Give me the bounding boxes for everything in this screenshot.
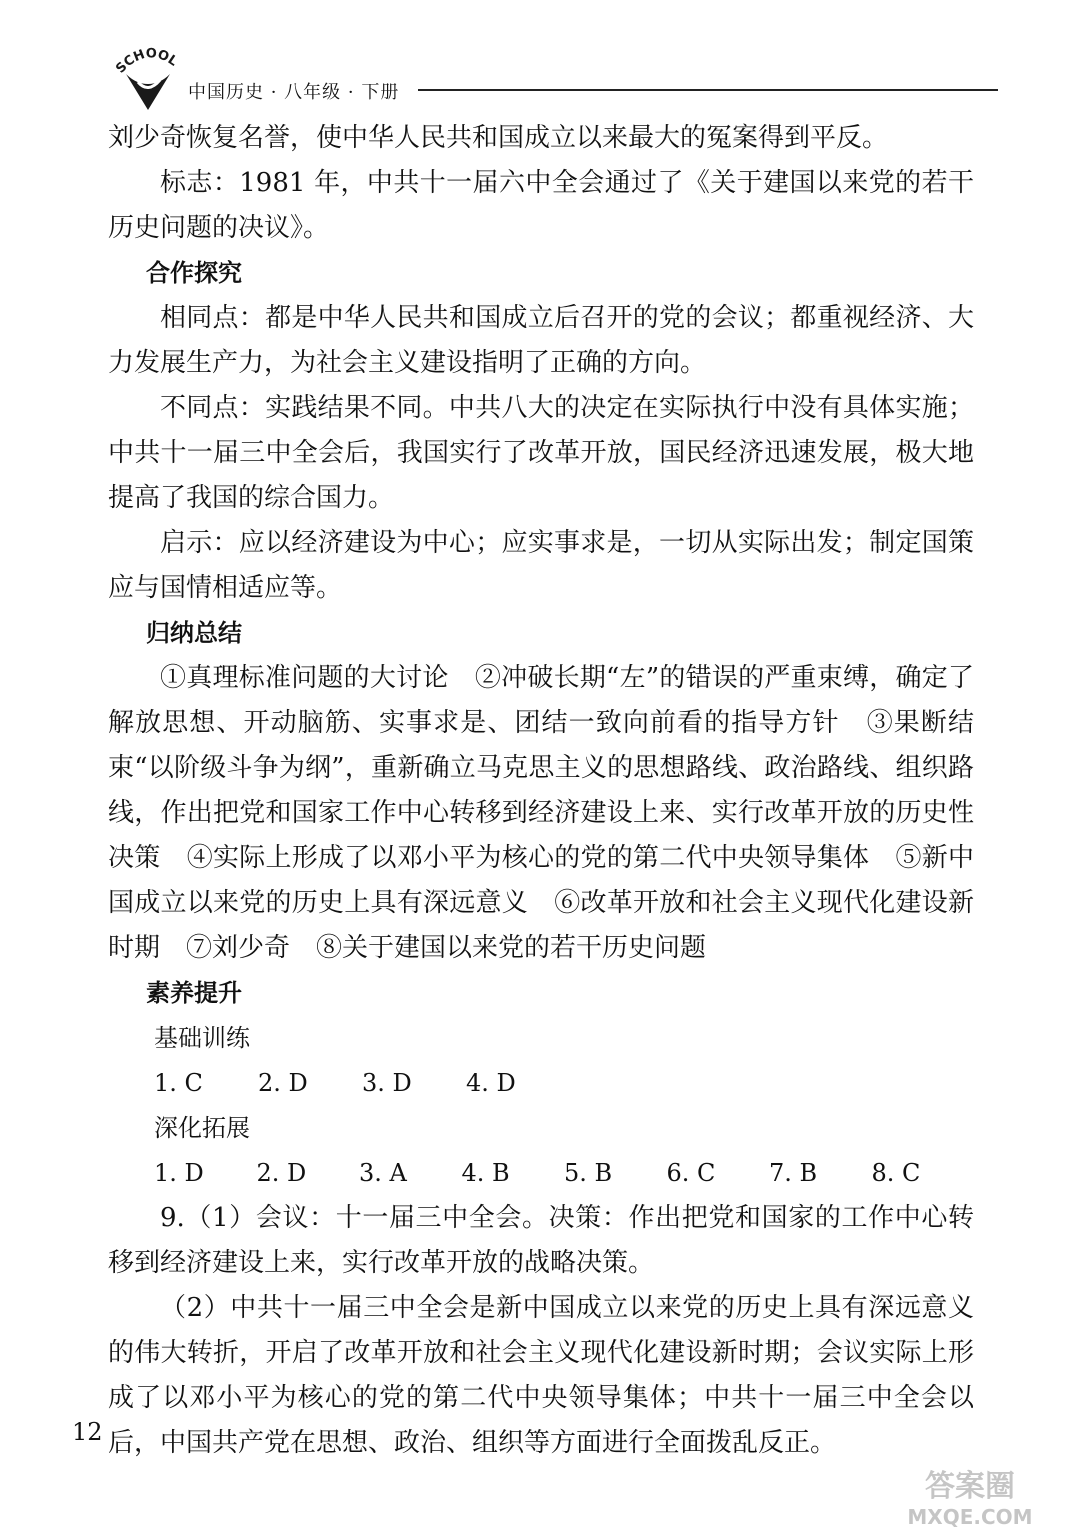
- answer-item: 4. B: [461, 1159, 510, 1187]
- answer-item: 1. D: [154, 1159, 204, 1187]
- paragraph-differences: 不同点：实践结果不同。中共八大的决定在实际执行中没有具体实施；中共十一届三中全会后，我国实行了改革开放，国民经济迅速发展，极大地提高了我国的综合国力。: [108, 393, 974, 513]
- deep-answers: [108, 1151, 974, 1196]
- watermark-logo: [880, 1462, 1060, 1532]
- book-title: 中国历史 · 八年级 · 下册: [188, 82, 400, 103]
- logo-text: SCHOOL: [113, 46, 181, 77]
- header-rule: [418, 89, 998, 91]
- answer-item: 3. D: [362, 1069, 412, 1097]
- answer-item: 8. C: [871, 1159, 921, 1187]
- paragraph-rehabilitation: 刘少奇恢复名誉，使中华人民共和国成立以来最大的冤案得到平反。: [108, 123, 889, 153]
- basic-answers: [108, 1061, 974, 1106]
- watermark-text: 答案圈: [925, 1469, 1015, 1504]
- page-number: 12: [72, 1418, 103, 1446]
- paragraph-inspiration: 启示：应以经济建设为中心；应实事求是，一切从实际出发；制定国策应与国情相适应等。: [108, 528, 974, 603]
- answer-item: 4. D: [466, 1069, 516, 1097]
- heading-summary: 归纳总结: [146, 619, 242, 647]
- heading-basic-training: 基础训练: [154, 1024, 250, 1052]
- paragraph-q9-part1: 9.（1）会议：十一届三中全会。决策：作出把党和国家的工作中心转移到经济建设上来，实行改革开放的战略决策。: [108, 1203, 974, 1278]
- page-header: [100, 40, 1000, 110]
- page-content: [108, 116, 974, 1466]
- answer-item: 3. A: [359, 1159, 407, 1187]
- answer-item: 5. B: [564, 1159, 613, 1187]
- svg-text:SCHOOL: [113, 46, 180, 76]
- paragraph-similarities: 相同点：都是中华人民共和国成立后召开的党的会议；都重视经济、大力发展生产力，为社会主义建设指明了正确的方向。: [108, 303, 974, 378]
- paragraph-summary-list: ①真理标准问题的大讨论 ②冲破长期“左”的错误的严重束缚，确定了解放思想、开动脑筋、实事求是、团结一致向前看的指导方针 ③果断结束“以阶级斗争为纲”，重新确立马克思主义的思想路线、政治路线、组织路线，作出把党和国家工作中心转移到经济建设上来、实行改革开放的历史性决策 ④实际上形成了以邓小平为核心的党的第二代中央领导集体 ⑤新中国成立以来党的历史上具有深远意义 ⑥改革开放和社会主义现代化建设新时期 ⑦刘少奇 ⑧关于建国以来党的若干历史问题: [108, 663, 974, 963]
- answer-item: 1. C: [154, 1069, 203, 1097]
- heading-deep-expansion: 深化拓展: [154, 1114, 250, 1142]
- heading-cooperation: 合作探究: [146, 259, 242, 287]
- answer-item: 7. B: [769, 1159, 818, 1187]
- watermark-url: MXQE.COM: [907, 1505, 1033, 1529]
- heading-literacy: 素养提升: [146, 979, 242, 1007]
- answer-item: 6. C: [666, 1159, 716, 1187]
- paragraph-marker: 标志：1981 年，中共十一届六中全会通过了《关于建国以来党的若干历史问题的决议》。: [108, 168, 974, 243]
- paragraph-q9-part2: （2）中共十一届三中全会是新中国成立以来党的历史上具有深远意义的伟大转折，开启了改革开放和社会主义现代化建设新时期；会议实际上形成了以邓小平为核心的党的第二代中央领导集体；中共十一届三中全会以后，中国共产党在思想、政治、组织等方面进行全面拨乱反正。: [108, 1293, 974, 1458]
- answer-item: 2. D: [256, 1159, 307, 1187]
- answer-item: 2. D: [258, 1069, 308, 1097]
- school-logo: [108, 44, 188, 114]
